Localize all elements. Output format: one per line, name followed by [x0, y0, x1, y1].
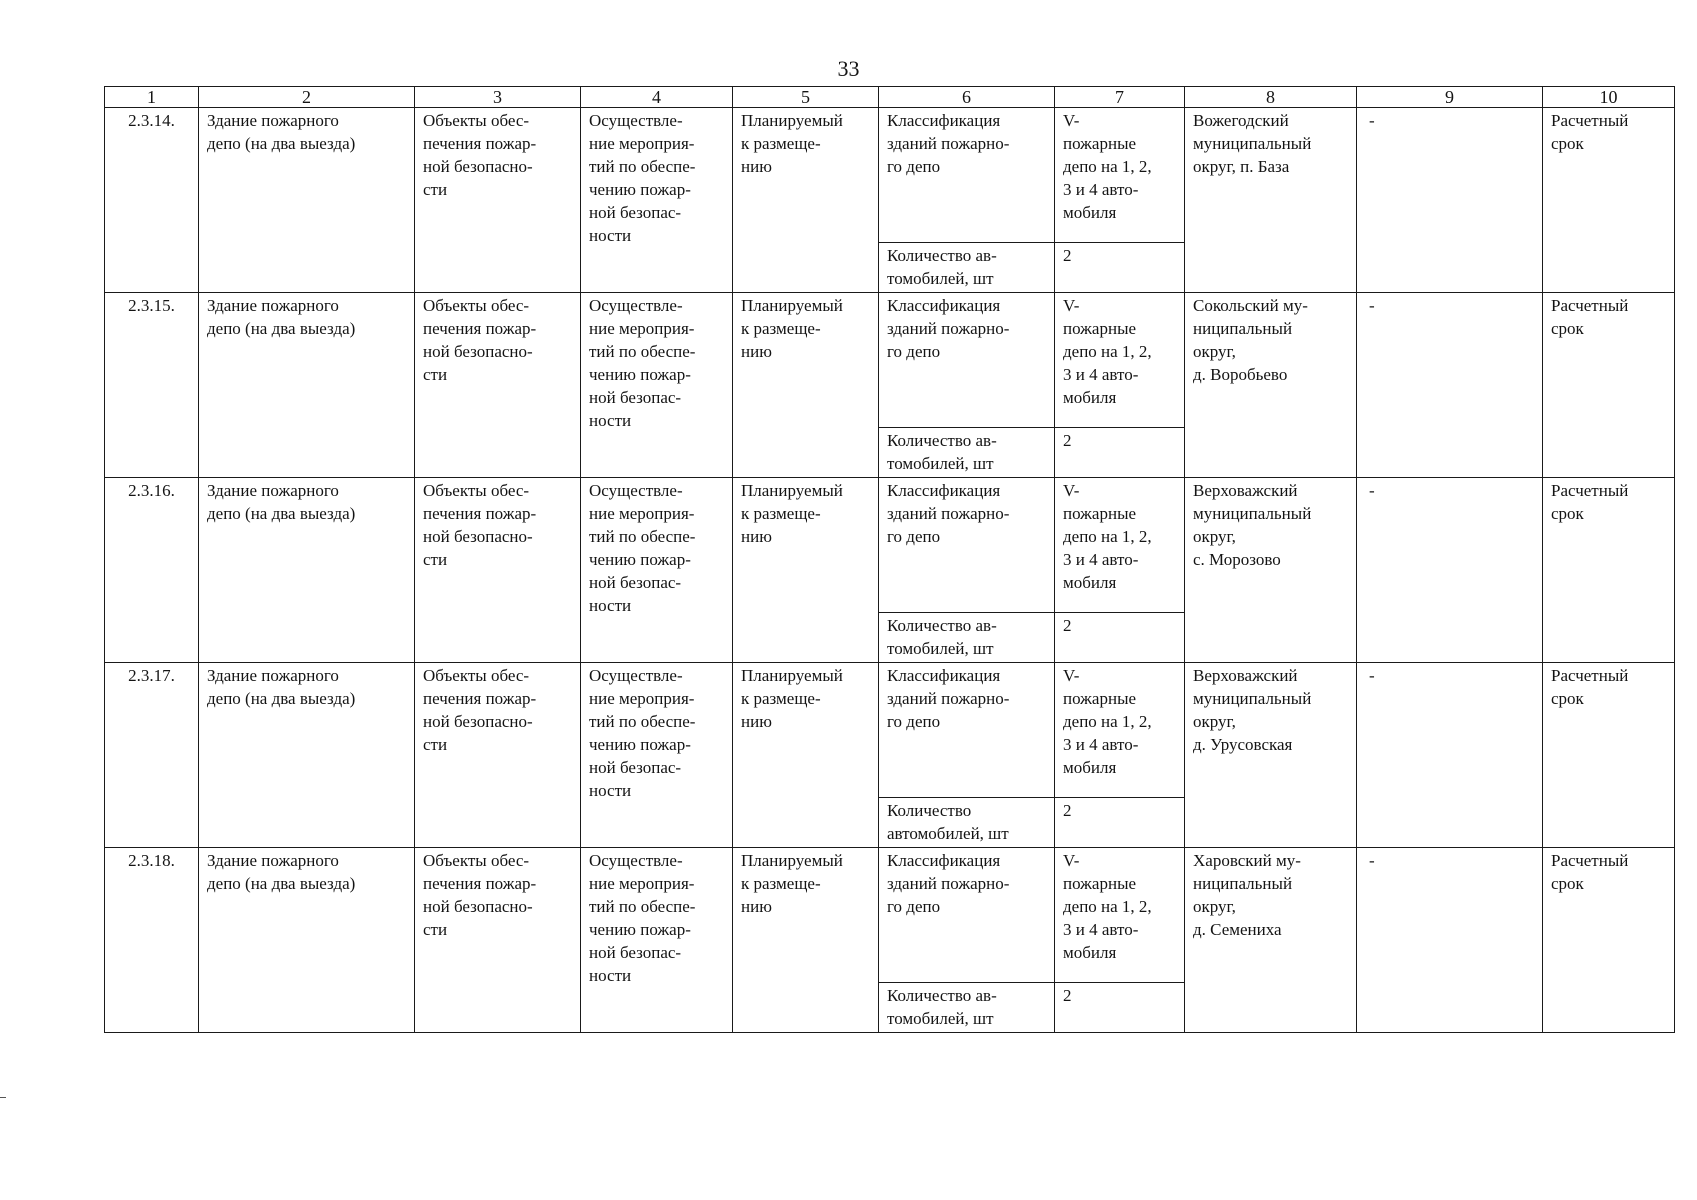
zone-value: - [1357, 663, 1543, 848]
object-name: Здание пожарного депо (на два выезда) [199, 108, 415, 293]
object-type: Объекты обес- печения пожар- ной безопасно- сти [415, 108, 581, 293]
characteristic-label: Количество ав- томобилей, шт [879, 613, 1055, 663]
object-purpose: Осуществле- ние мероприя- тий по обеспе- чению пожар- ной безопас- ности [581, 478, 733, 663]
object-type: Объекты обес- печения пожар- ной безопасно- сти [415, 293, 581, 478]
row-number: 2.3.17. [105, 663, 199, 848]
column-number-row [105, 87, 1675, 108]
object-type: Объекты обес- печения пожар- ной безопасно- сти [415, 478, 581, 663]
table-row [105, 108, 1675, 243]
object-purpose: Осуществле- ние мероприя- тий по обеспе- чению пожар- ной безопас- ности [581, 108, 733, 293]
page-number: 33 [837, 56, 860, 81]
column-number: 2 [199, 87, 415, 108]
table-row [105, 663, 1675, 798]
object-location: Верховажский муниципальный округ, с. Морозово [1185, 478, 1357, 663]
characteristic-value: V- пожарные депо на 1, 2, 3 и 4 авто- мобиля [1055, 478, 1185, 613]
characteristic-label: Количество автомобилей, шт [879, 798, 1055, 848]
characteristic-label: Количество ав- томобилей, шт [879, 983, 1055, 1033]
object-purpose: Осуществле- ние мероприя- тий по обеспе- чению пожар- ной безопас- ности [581, 293, 733, 478]
zone-value: - [1357, 108, 1543, 293]
zone-value: - [1357, 478, 1543, 663]
object-location: Сокольский му- ниципальный округ, д. Воробьево [1185, 293, 1357, 478]
characteristic-label: Классификация зданий пожарно- го депо [879, 108, 1055, 243]
characteristic-value: V- пожарные депо на 1, 2, 3 и 4 авто- мобиля [1055, 108, 1185, 243]
characteristic-value: 2 [1055, 983, 1185, 1033]
column-number: 1 [105, 87, 199, 108]
object-name: Здание пожарного депо (на два выезда) [199, 663, 415, 848]
object-purpose: Осуществле- ние мероприя- тий по обеспе- чению пожар- ной безопас- ности [581, 848, 733, 1033]
implementation-term: Расчетный срок [1543, 293, 1675, 478]
characteristic-value: V- пожарные депо на 1, 2, 3 и 4 авто- мобиля [1055, 848, 1185, 983]
characteristic-value: V- пожарные депо на 1, 2, 3 и 4 авто- мобиля [1055, 663, 1185, 798]
planned-objects-table [104, 86, 1675, 1033]
column-number: 6 [879, 87, 1055, 108]
row-number: 2.3.15. [105, 293, 199, 478]
row-number: 2.3.16. [105, 478, 199, 663]
column-number: 5 [733, 87, 879, 108]
characteristic-value: 2 [1055, 428, 1185, 478]
column-number: 4 [581, 87, 733, 108]
characteristic-label: Количество ав- томобилей, шт [879, 243, 1055, 293]
table-row [105, 848, 1675, 983]
object-type: Объекты обес- печения пожар- ной безопасно- сти [415, 663, 581, 848]
column-number: 8 [1185, 87, 1357, 108]
implementation-term: Расчетный срок [1543, 108, 1675, 293]
object-name: Здание пожарного депо (на два выезда) [199, 478, 415, 663]
margin-mark [0, 1097, 6, 1098]
object-location: Харовский му- ниципальный округ, д. Семениха [1185, 848, 1357, 1033]
characteristic-label: Классификация зданий пожарно- го депо [879, 663, 1055, 798]
zone-value: - [1357, 848, 1543, 1033]
row-number: 2.3.18. [105, 848, 199, 1033]
object-status: Планируемый к размеще- нию [733, 108, 879, 293]
column-number: 3 [415, 87, 581, 108]
row-number: 2.3.14. [105, 108, 199, 293]
implementation-term: Расчетный срок [1543, 663, 1675, 848]
characteristic-label: Классификация зданий пожарно- го депо [879, 478, 1055, 613]
characteristic-label: Количество ав- томобилей, шт [879, 428, 1055, 478]
table-row [105, 293, 1675, 428]
implementation-term: Расчетный срок [1543, 848, 1675, 1033]
object-name: Здание пожарного депо (на два выезда) [199, 293, 415, 478]
object-location: Вожегодский муниципальный округ, п. База [1185, 108, 1357, 293]
table-row [105, 478, 1675, 613]
characteristic-value: 2 [1055, 613, 1185, 663]
characteristic-value: 2 [1055, 243, 1185, 293]
object-status: Планируемый к размеще- нию [733, 293, 879, 478]
characteristic-label: Классификация зданий пожарно- го депо [879, 848, 1055, 983]
implementation-term: Расчетный срок [1543, 478, 1675, 663]
object-status: Планируемый к размеще- нию [733, 848, 879, 1033]
object-purpose: Осуществле- ние мероприя- тий по обеспе- чению пожар- ной безопас- ности [581, 663, 733, 848]
object-status: Планируемый к размеще- нию [733, 478, 879, 663]
column-number: 7 [1055, 87, 1185, 108]
characteristic-value: 2 [1055, 798, 1185, 848]
object-location: Верховажский муниципальный округ, д. Урусовская [1185, 663, 1357, 848]
zone-value: - [1357, 293, 1543, 478]
characteristic-value: V- пожарные депо на 1, 2, 3 и 4 авто- мобиля [1055, 293, 1185, 428]
object-name: Здание пожарного депо (на два выезда) [199, 848, 415, 1033]
object-status: Планируемый к размеще- нию [733, 663, 879, 848]
column-number: 10 [1543, 87, 1675, 108]
object-type: Объекты обес- печения пожар- ной безопасно- сти [415, 848, 581, 1033]
characteristic-label: Классификация зданий пожарно- го депо [879, 293, 1055, 428]
column-number: 9 [1357, 87, 1543, 108]
